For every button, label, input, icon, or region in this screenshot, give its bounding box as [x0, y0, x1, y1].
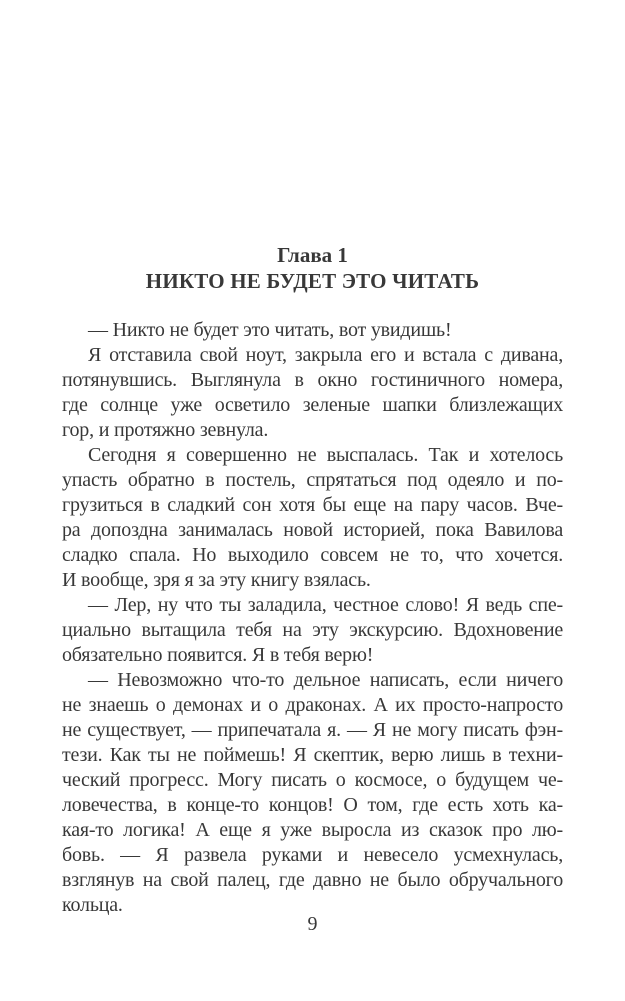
text-line: не знаешь о демонах и о драконах. А их просто-напросто [62, 694, 563, 716]
text-line: грузиться в сладкий сон хотя бы еще на пару часов. Вче- [62, 494, 563, 516]
text-line: — Невозможно что-то дельное написать, если ничего [88, 669, 563, 691]
text-line: взглянув на свой палец, где давно не было обручального [62, 869, 563, 891]
text-line: упасть обратно в постель, спрятаться под одеяло и по- [62, 469, 563, 491]
text-line: обязательно появится. Я в тебя верю! [62, 644, 374, 666]
text-line: Сегодня я совершенно не выспалась. Так и хотелось [88, 444, 563, 466]
text-line: потянувшись. Выглянула в окно гостиничного номера, [62, 369, 563, 391]
text-line: Я отставила свой ноут, закрыла его и встала с дивана, [88, 344, 563, 366]
chapter-number: Глава 1 [277, 243, 348, 267]
text-line: циально вытащила тебя на эту экскурсию. Вдохновение [62, 619, 563, 641]
chapter-title: НИКТО НЕ БУДЕТ ЭТО ЧИТАТЬ [145, 269, 480, 293]
text-line: не существует, — припечатала я. — Я не могу писать фэн- [62, 719, 563, 741]
text-line: где солнце уже осветило зеленые шапки близлежащих [62, 394, 563, 416]
page-number: 9 [307, 913, 318, 935]
text-line: кольца. [62, 894, 123, 916]
text-line: бовь. — Я развела руками и невесело усмехнулась, [62, 844, 563, 866]
body-text [62, 318, 563, 918]
text-line: кая-то логика! А еще я уже выросла из сказок про лю- [62, 819, 563, 841]
text-line: ческий прогресс. Могу писать о космосе, о будущем че- [62, 769, 563, 791]
text-line: И вообще, зря я за эту книгу взялась. [62, 569, 371, 591]
text-line: гор, и протяжно зевнула. [62, 419, 269, 441]
text-line: ра допоздна занималась новой историей, пока Вавилова [62, 519, 563, 541]
text-line: — Лер, ну что ты заладила, честное слово! Я ведь спе- [88, 594, 563, 616]
text-line: сладко спала. Но выходило совсем не то, что хочется. [62, 544, 563, 566]
text-line: — Никто не будет это читать, вот увидишь! [88, 319, 452, 341]
text-line: тези. Как ты не поймешь! Я скептик, верю лишь в техни- [62, 744, 563, 766]
text-line: ловечества, в конце-то концов! О том, где есть хоть ка- [62, 794, 563, 816]
